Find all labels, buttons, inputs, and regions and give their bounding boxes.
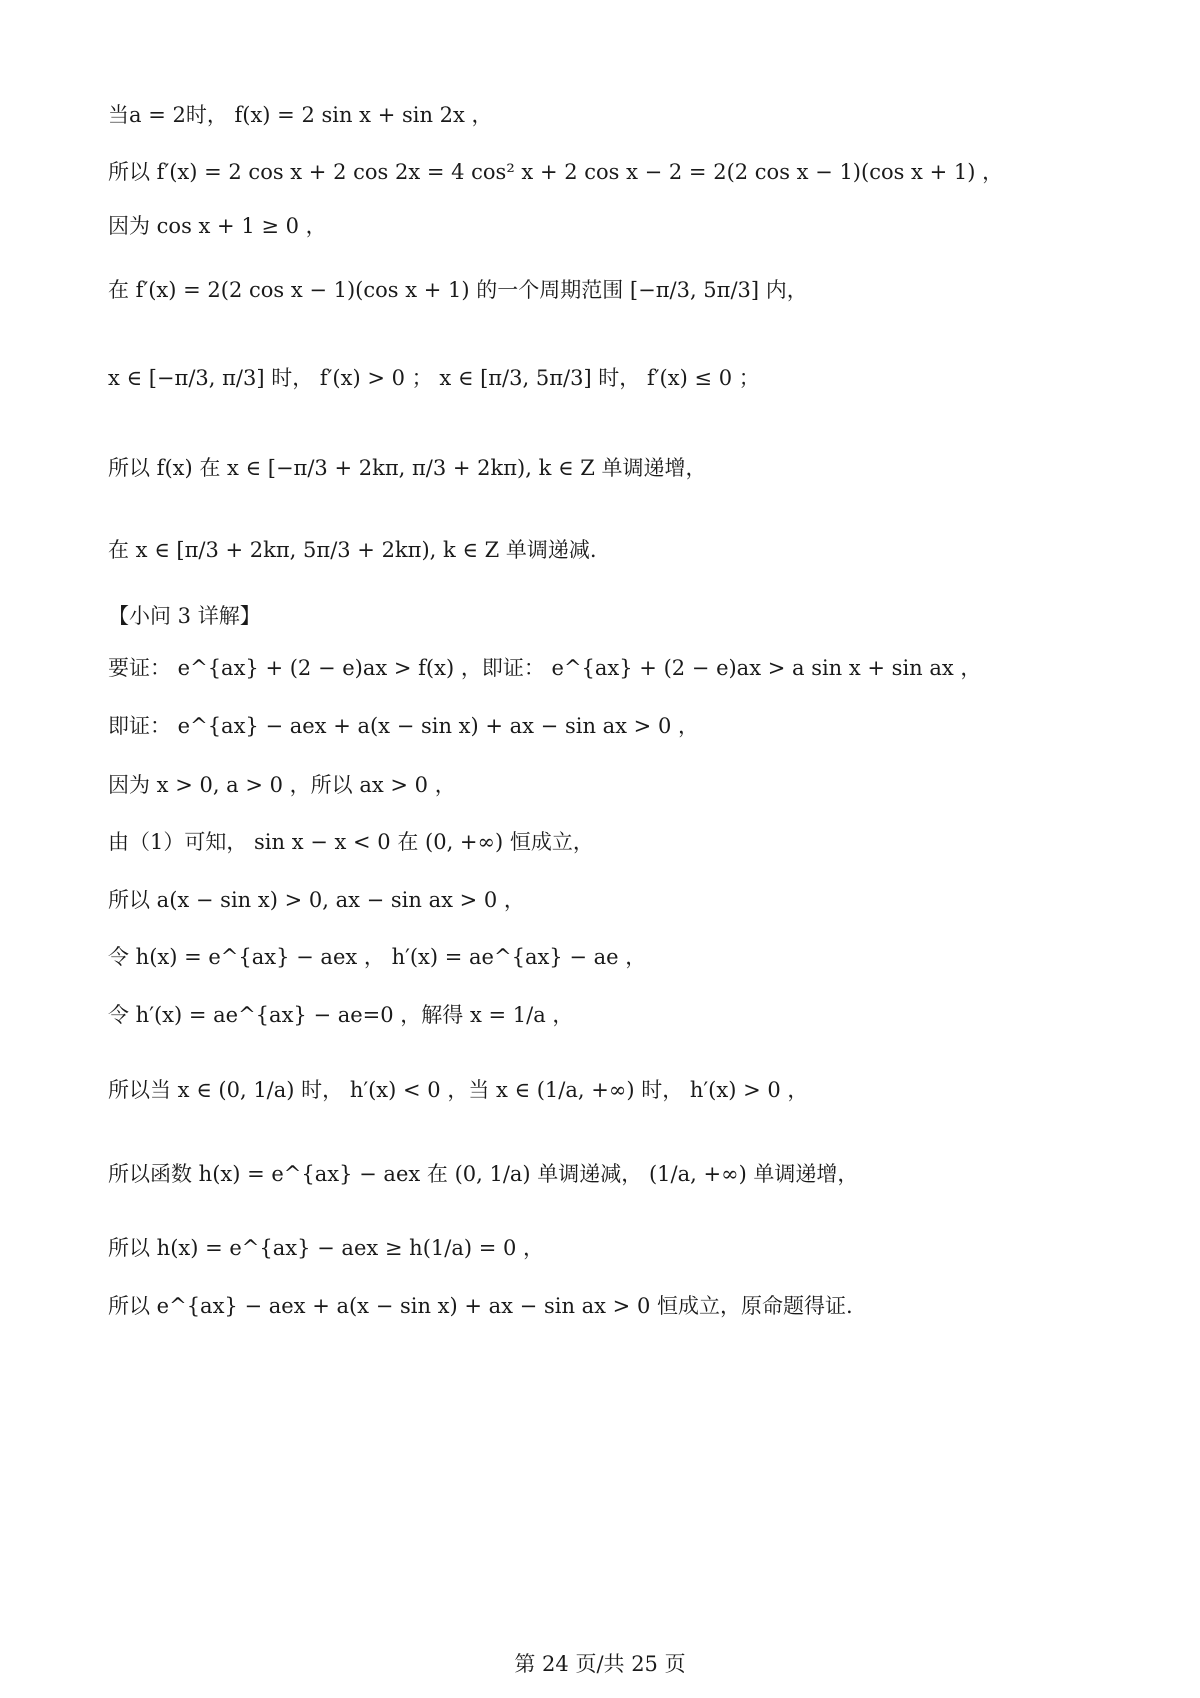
text-line: 令 h(x) = e^{ax} − aex ， h′(x) = ae^{ax} − ae ， [108, 945, 647, 969]
text-line: 在 f′(x) = 2(2 cos x − 1)(cos x + 1) 的一个周期范围 [−π/3, 5π/3] 内， [108, 278, 808, 302]
page-footer: 第 24 页/共 25 页 [514, 1652, 686, 1676]
text-line: 所以 f(x) 在 x ∈ [−π/3 + 2kπ, π/3 + 2kπ), k ∈ Z 单调递增， [108, 456, 707, 480]
text-line: 所以函数 h(x) = e^{ax} − aex 在 (0, 1/a) 单调递减， (1/a, +∞) 单调递增， [108, 1162, 859, 1186]
text-line: 所以 e^{ax} − aex + a(x − sin x) + ax − sin ax > 0 恒成立，原命题得证. [108, 1294, 853, 1318]
section-heading: 【小问 3 详解】 [108, 604, 261, 628]
text-line: 所以 f′(x) = 2 cos x + 2 cos 2x = 4 cos² x + 2 cos x − 2 = 2(2 cos x − 1)(cos x + 1) ， [108, 160, 1004, 184]
text-line: 所以 a(x − sin x) > 0, ax − sin ax > 0 ， [108, 888, 525, 912]
text-line: 要证： e^{ax} + (2 − e)ax > f(x) ，即证： e^{ax} + (2 − e)ax > a sin x + sin ax ， [108, 656, 982, 680]
text-line: 因为 cos x + 1 ≥ 0 ， [108, 214, 327, 238]
text-line: 因为 x > 0, a > 0 ，所以 ax > 0 ， [108, 773, 456, 797]
text-line: x ∈ [−π/3, π/3] 时， f′(x) > 0 ； x ∈ [π/3, 5π/3] 时， f′(x) ≤ 0 ； [108, 366, 760, 390]
text-line: 即证： e^{ax} − aex + a(x − sin x) + ax − sin ax > 0 ， [108, 714, 699, 738]
text-line: 当a = 2时， f(x) = 2 sin x + sin 2x ， [108, 103, 493, 127]
text-line: 在 x ∈ [π/3 + 2kπ, 5π/3 + 2kπ), k ∈ Z 单调递减. [108, 538, 597, 562]
text-line: 所以当 x ∈ (0, 1/a) 时， h′(x) < 0 ，当 x ∈ (1/a, +∞) 时， h′(x) > 0 ， [108, 1078, 809, 1102]
text-line: 所以 h(x) = e^{ax} − aex ≥ h(1/a) = 0 ， [108, 1236, 545, 1260]
text-line: 令 h′(x) = ae^{ax} − ae=0 ，解得 x = 1/a ， [108, 1003, 574, 1027]
text-line: 由（1）可知， sin x − x < 0 在 (0, +∞) 恒成立， [108, 830, 594, 854]
